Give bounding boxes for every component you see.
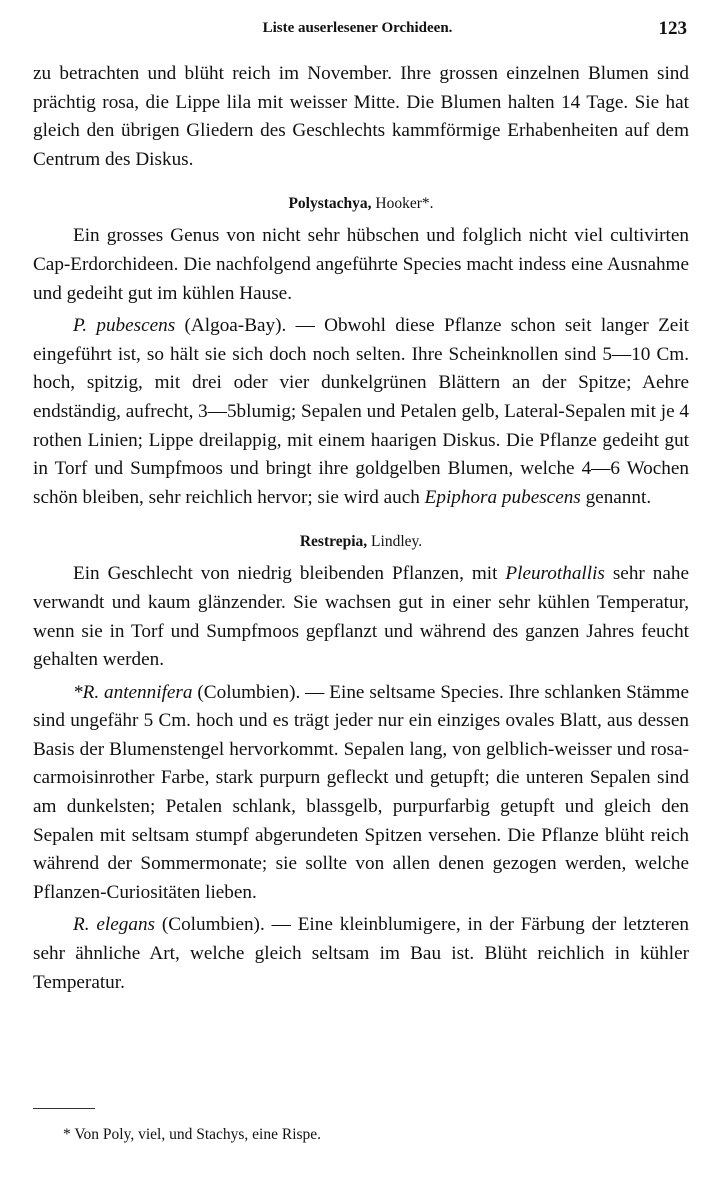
intro-text: Ein Geschlecht von niedrig bleibenden Pflanzen, mit: [73, 563, 506, 585]
genus-heading-polystachya: [33, 190, 689, 218]
footnote-divider: [33, 1108, 95, 1109]
species-description: (Columbien). — Eine seltsame Species. Ihre schlanken Stämme sind ungefähr 5 Cm. hoch und es trägt jeder nur ein einziges ovales Blatt, aus dessen Basis der Blumenstengel hervorkommt. Sepalen lang, von gelblich-weisser und rosa-carmoisinrother Farbe, stark purpurn gefleckt und getupft; die unteren Sepalen sind am dunkelsten; Petalen schlank, blassgelb, purpurfarbig getupft und gleich den Sepalen mit seltsam stumpf abgerundeten Spitzen versehen. Die Pflanze blüht reich während der Sommermonate; sie sollte von allen denen gezogen werden, welche Pflanzen-Curiositäten lieben.: [33, 681, 689, 903]
page-header: [0, 18, 715, 48]
species-description-end: genannt.: [580, 486, 652, 508]
genus-name: Polystachya,: [288, 195, 372, 213]
running-title: Liste auserlesener Orchideen.: [262, 20, 453, 36]
synonym-name: Epiphora pubescens: [424, 486, 581, 508]
related-genus-name: Pleurothallis: [505, 563, 605, 585]
genus-author: Lindley.: [367, 533, 423, 551]
species-paragraph-r-elegans: [33, 911, 689, 997]
species-paragraph-p-pubescens: [33, 312, 689, 512]
genus-author: Hooker*.: [371, 195, 434, 213]
species-description: (Algoa-Bay). — Obwohl diese Pflanze schon seit langer Zeit eingeführt ist, so hält sie sich doch noch selten. Ihre Scheinknollen sind 5—10 Cm. hoch, spitzig, mit drei oder vier dunkelgrünen Blättern an der Spitze; Aehre endständig, aufrecht, 3—5blumig; Sepalen und Petalen gelb, Lateral-Sepalen mit je 4 rothen Linien; Lippe dreilappig, mit einem haarigen Diskus. Die Pflanze gedeiht gut in Torf und Sumpfmoos und bringt ihre goldgelben Blumen, welche 4—6 Wochen schön bleiben, sehr reichlich hervor; sie wird auch: [33, 315, 689, 508]
genus-heading-restrepia: [33, 528, 689, 556]
species-paragraph-r-antennifera: [33, 679, 689, 908]
page-body: [33, 60, 689, 997]
footnote: * Von Poly, viel, und Stachys, eine Rispe.: [63, 1126, 322, 1143]
genus-intro-paragraph: [33, 560, 689, 674]
species-name: R. elegans: [73, 914, 156, 936]
genus-intro-paragraph: Ein grosses Genus von nicht sehr hübschen und folglich nicht viel cultivirten Cap-Erdorchideen. Die nachfolgend angeführte Species macht indess eine Ausnahme und gedeiht gut im kühlen Hause.: [33, 225, 689, 304]
species-name: P. pubescens: [73, 315, 176, 337]
page-number: 123: [658, 18, 687, 39]
species-name: *R. antennifera: [73, 681, 193, 703]
species-description: (Columbien). — Eine kleinblumigere, in der Färbung der letzteren sehr ähnliche Art, welche gleich seltsam im Bau ist. Blüht reichlich in kühler Temperatur.: [33, 914, 689, 993]
continuation-paragraph: zu betrachten und blüht reich im November. Ihre grossen einzelnen Blumen sind prächtig rosa, die Lippe lila mit weisser Mitte. Die Blumen halten 14 Tage. Sie hat gleich den übrigen Gliedern des Geschlechts kammförmige Erhabenheiten auf dem Centrum des Diskus.: [33, 63, 689, 170]
intro-text-end: sehr nahe verwandt und kaum glänzender. Sie wachsen gut in einer sehr kühlen Temperatur, wenn sie in Torf und Sumpfmoos gepflanzt und während des ganzen Jahres feucht gehalten werden.: [33, 563, 689, 671]
genus-name: Restrepia,: [299, 533, 368, 551]
